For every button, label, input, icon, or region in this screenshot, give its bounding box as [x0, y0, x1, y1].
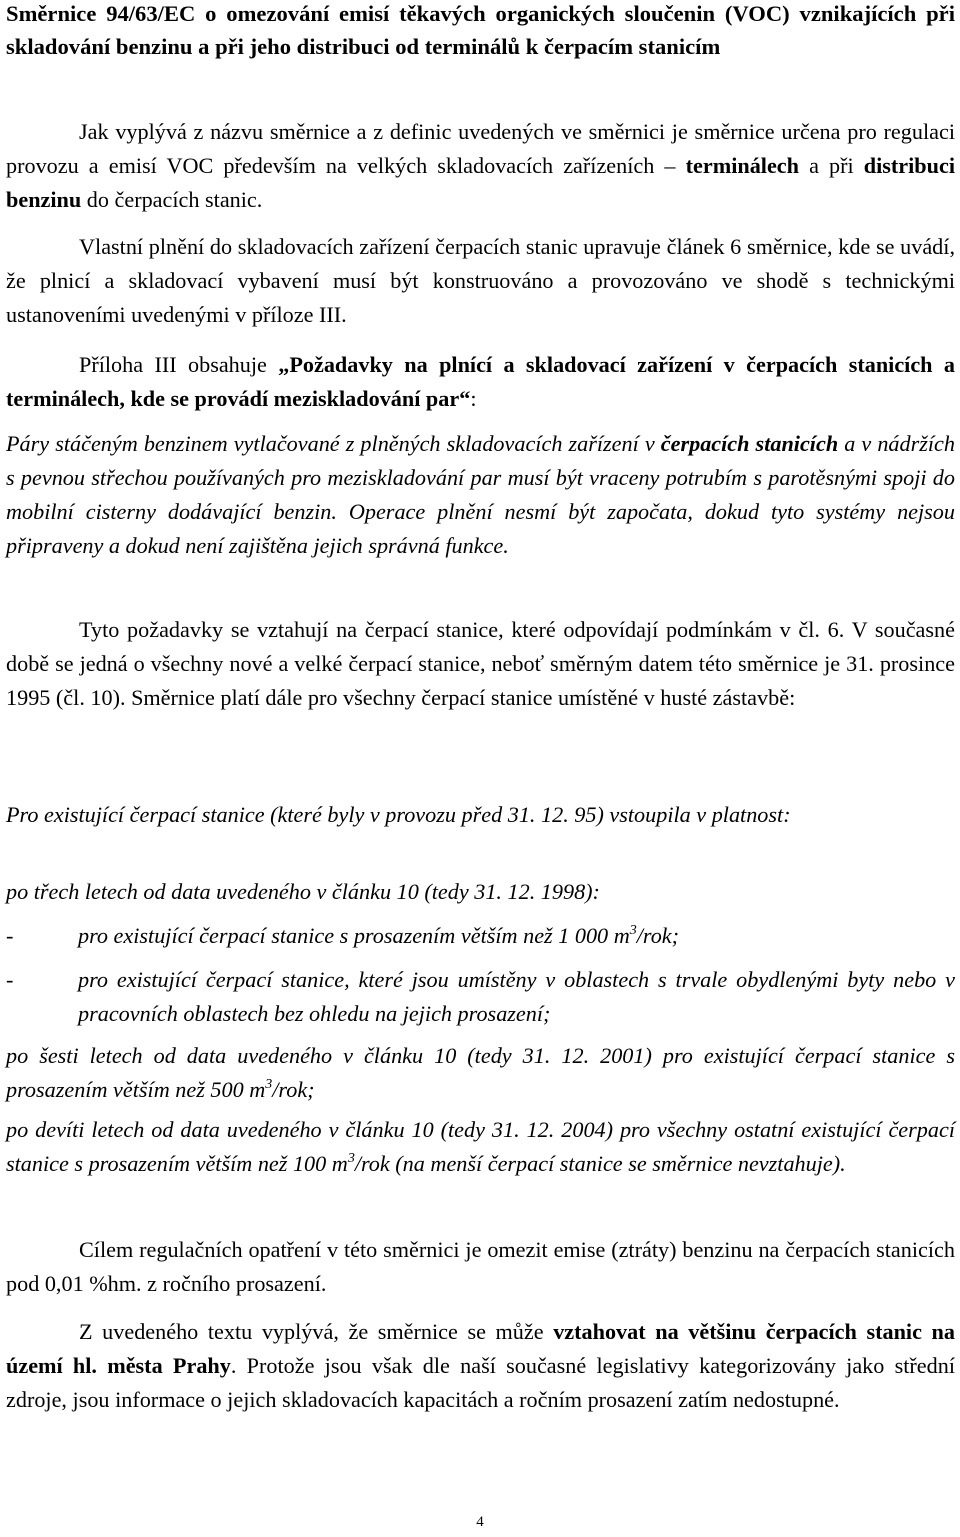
- text: /rok (na menší čerpací stanice se směrnice nevztahuje).: [354, 1151, 846, 1176]
- text: do čerpacích stanic.: [81, 187, 263, 212]
- list-dash: -: [6, 967, 14, 992]
- text: po šesti letech od data uvedeného v článku 10 (tedy 31. 12. 2001) pro existující čerpací stanice s prosazením větším než 500 m: [6, 1043, 955, 1102]
- paragraph-three-years: po třech letech od data uvedeného v článku 10 (tedy 31. 12. 1998):: [6, 879, 600, 904]
- paragraph-nine-years: [6, 1113, 955, 1181]
- text: a v nádržích s pevnou střechou používaných pro meziskladování par musí být vraceny potrubím s parotěsnými spoji do mobilní cisterny dodávající benzin. Operace plnění nesmí být započata, dokud tyto systémy nejsou připraveny a dokud není zajištěna jejich správná funkce.: [6, 431, 955, 558]
- text: /rok;: [272, 1077, 315, 1102]
- superscript: 3: [629, 923, 637, 938]
- superscript: 3: [265, 1077, 273, 1092]
- bold-text: vztahovat na většinu čerpacích stanic na území hl. města Prahy: [6, 1319, 955, 1378]
- paragraph-conclusion: [6, 1315, 955, 1417]
- text: /rok;: [636, 923, 680, 948]
- text: Páry stáčeným benzinem vytlačované z plněných skladovacích zařízení v: [6, 431, 661, 456]
- page-number: 4: [476, 1514, 484, 1530]
- text: . Protože jsou však dle naší současné legislativy kategorizovány jako střední zdroje, jsou informace o jejich skladovacích kapacitách a ročním prosazení zatím nedostupné.: [6, 1353, 955, 1412]
- list-item: pro existující čerpací stanice, které jsou umístěny v oblastech s trvale obydlenými byty nebo v pracovních oblastech bez ohledu na jejich prosazení;: [78, 967, 955, 1026]
- paragraph-existing-stations: Pro existující čerpací stanice (které byly v provozu před 31. 12. 95) vstoupila v platnost:: [6, 802, 791, 827]
- paragraph-regulation-goal: Cílem regulačních opatření v této směrnici je omezit emise (ztráty) benzinu na čerpacích stanicích pod 0,01 %hm. z ročního prosazení.: [6, 1237, 955, 1296]
- text: Jak vyplývá z názvu směrnice a z definic uvedených ve směrnici je směrnice určena pro regulaci provozu a emisí VOC především na velkých skladovacích zařízeních –: [6, 119, 955, 178]
- paragraph-annex-3: [6, 348, 955, 416]
- paragraph-requirements: Tyto požadavky se vztahují na čerpací stanice, které odpovídají podmínkám v čl. 6. V současné době se jedná o všechny nové a velké čerpací stanice, neboť směrným datem této směrnice je 31. prosince 1995 (čl. 10). Směrnice platí dále pro všechny čerpací stanice umístěné v husté zástavbě:: [6, 617, 955, 710]
- text: po devíti letech od data uvedeného v článku 10 (tedy 31. 12. 2004) pro všechny ostatní existující čerpací stanice s prosazením větším než 100 m: [6, 1117, 955, 1176]
- superscript: 3: [347, 1151, 355, 1166]
- text: :: [470, 386, 477, 411]
- document-title: Směrnice 94/63/EC o omezování emisí těkavých organických sloučenin (VOC) vznikajících při skladování benzinu a při jeho distribuci od terminálů k čerpacím stanicím: [6, 1, 955, 59]
- paragraph-quote: [6, 427, 955, 563]
- text: Příloha III obsahuje: [79, 352, 279, 377]
- text: Z uvedeného textu vyplývá, že směrnice se může: [79, 1319, 554, 1344]
- paragraph-article-6: Vlastní plnění do skladovacích zařízení čerpacích stanic upravuje článek 6 směrnice, kde se uvádí, že plnicí a skladovací vybavení musí být konstruováno a provozováno ve shodě s technickými ustanoveními uvedenými v příloze III.: [6, 234, 955, 327]
- bold-text: čerpacích stanicích: [660, 431, 839, 456]
- bold-text: „Požadavky na plnící a skladovací zařízení v čerpacích stanicích a terminálech, kde se provádí meziskladování par“: [6, 352, 955, 411]
- list-dash: -: [6, 923, 14, 948]
- text: pro existující čerpací stanice s prosazením větším než 1 000 m: [78, 923, 630, 948]
- bold-text: distribuci benzinu: [6, 153, 955, 212]
- bold-text: terminálech: [685, 153, 799, 178]
- paragraph-six-years: [6, 1039, 955, 1107]
- list-item: [78, 919, 955, 953]
- text: a při: [799, 153, 864, 178]
- paragraph-scope: [6, 115, 955, 217]
